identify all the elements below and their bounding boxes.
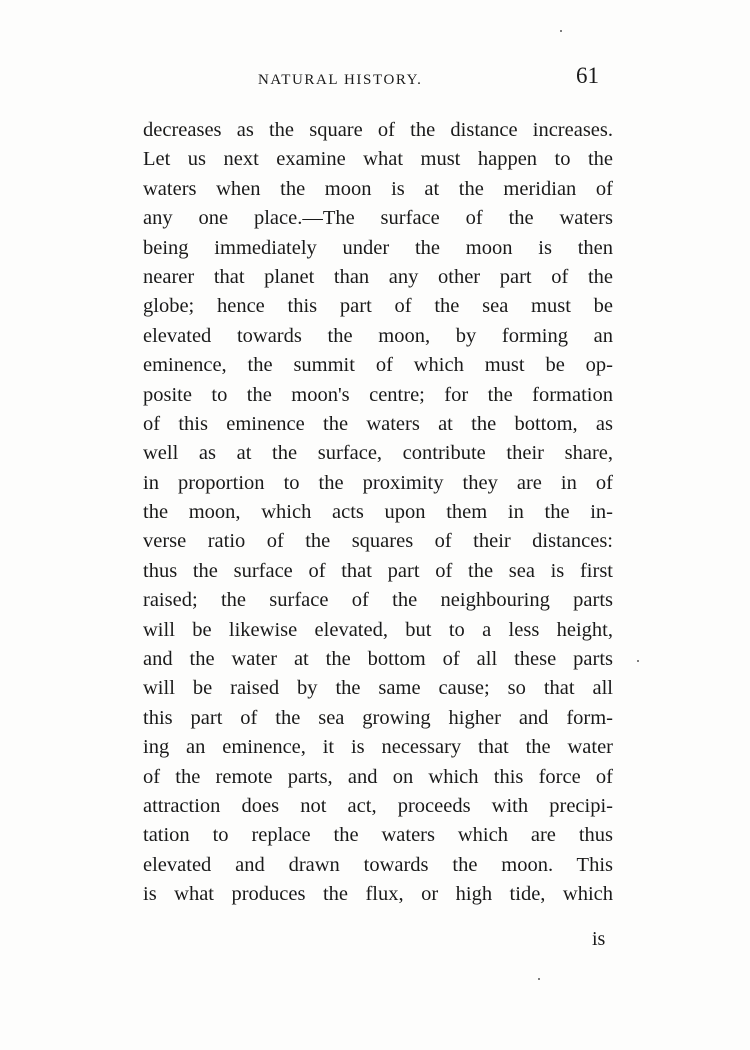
text-line: elevated towards the moon, by forming an <box>143 324 613 347</box>
catchword: is <box>592 928 606 950</box>
text-line: raised; the surface of the neighbouring parts <box>143 589 613 612</box>
text-line: will be raised by the same cause; so that all <box>143 677 613 700</box>
ink-speck <box>560 30 562 32</box>
text-line: the moon, which acts upon them in the in- <box>143 501 613 524</box>
text-line: globe; hence this part of the sea must be <box>143 295 613 318</box>
text-line: is what produces the flux, or high tide, which <box>143 883 613 906</box>
text-line: posite to the moon's centre; for the formation <box>143 383 613 406</box>
text-line: will be likewise elevated, but to a less height, <box>143 618 613 641</box>
ink-speck <box>637 660 639 662</box>
page-number: 61 <box>576 63 599 88</box>
text-line: waters when the moon is at the meridian of <box>143 177 613 200</box>
text-line: any one place.—The surface of the waters <box>143 207 613 230</box>
text-line: decreases as the square of the distance increases. <box>143 119 613 141</box>
text-line: and the water at the bottom of all these parts <box>143 648 613 671</box>
text-line: well as at the surface, contribute their share, <box>143 442 613 465</box>
text-line: of the remote parts, and on which this force of <box>143 765 613 788</box>
text-line: being immediately under the moon is then <box>143 236 613 259</box>
text-line: Let us next examine what must happen to the <box>143 148 613 171</box>
text-line: in proportion to the proximity they are in of <box>143 471 613 494</box>
text-line: of this eminence the waters at the bottom, as <box>143 412 613 435</box>
text-line: elevated and drawn towards the moon. This <box>143 853 613 876</box>
running-head: NATURAL HISTORY. <box>258 72 423 88</box>
body-text <box>143 116 613 910</box>
text-line: attraction does not act, proceeds with precipi- <box>143 794 613 817</box>
text-line: nearer that planet than any other part of the <box>143 265 613 288</box>
text-line: thus the surface of that part of the sea is first <box>143 559 613 582</box>
ink-speck <box>538 978 540 980</box>
text-line: tation to replace the waters which are thus <box>143 824 613 847</box>
text-line: verse ratio of the squares of their distances: <box>143 530 613 553</box>
text-line: this part of the sea growing higher and form- <box>143 706 613 729</box>
text-line: eminence, the summit of which must be op- <box>143 354 613 377</box>
text-line: ing an eminence, it is necessary that the water <box>143 736 613 759</box>
